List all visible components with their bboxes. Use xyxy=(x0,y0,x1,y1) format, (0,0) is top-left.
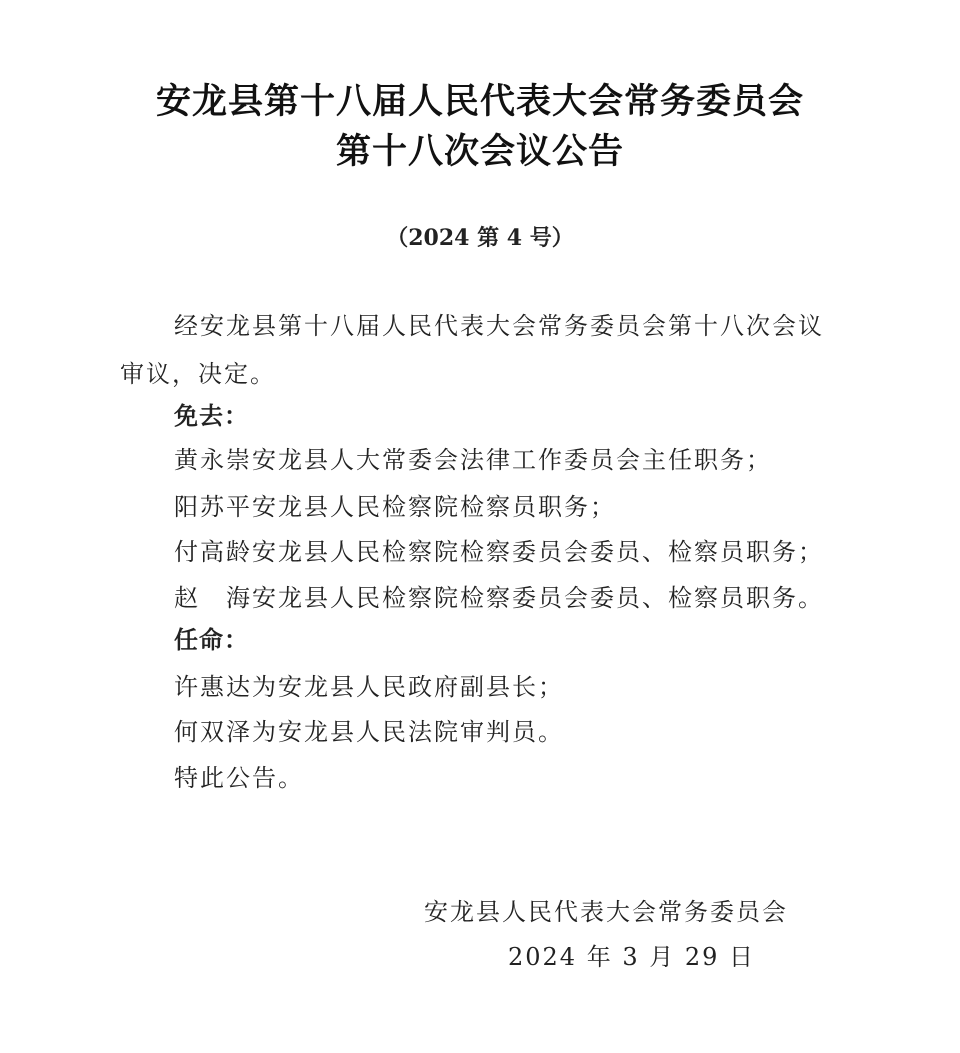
removal-item: 阳苏平安龙县人民检察院检察员职务； xyxy=(174,493,616,521)
issue-date: 2024 年 3 月 29 日 xyxy=(508,943,756,971)
intro-line-2: 审议，决定。 xyxy=(120,360,276,388)
document-number: （2024 第 4 号） xyxy=(386,225,574,251)
title-line-1: 安龙县第十八届人民代表大会常务委员会 xyxy=(155,82,804,122)
intro-line-1: 经安龙县第十八届人民代表大会常务委员会第十八次会议 xyxy=(174,312,824,340)
title-line-2: 第十八次会议公告 xyxy=(335,132,624,172)
appointment-item: 何双泽为安龙县人民法院审判员。 xyxy=(174,718,564,746)
appointment-item: 许惠达为安龙县人民政府副县长； xyxy=(174,673,564,701)
issuer-signature: 安龙县人民代表大会常务委员会 xyxy=(424,898,788,926)
removal-heading: 免去： xyxy=(174,402,249,430)
removal-item: 黄永崇安龙县人大常委会法律工作委员会主任职务； xyxy=(174,446,772,474)
removal-item: 赵 海安龙县人民检察院检察委员会委员、检察员职务。 xyxy=(174,584,824,612)
removal-item: 付高龄安龙县人民检察院检察委员会委员、检察员职务； xyxy=(174,538,824,566)
closing-line: 特此公告。 xyxy=(174,764,304,792)
appointment-heading: 任命： xyxy=(174,626,249,654)
